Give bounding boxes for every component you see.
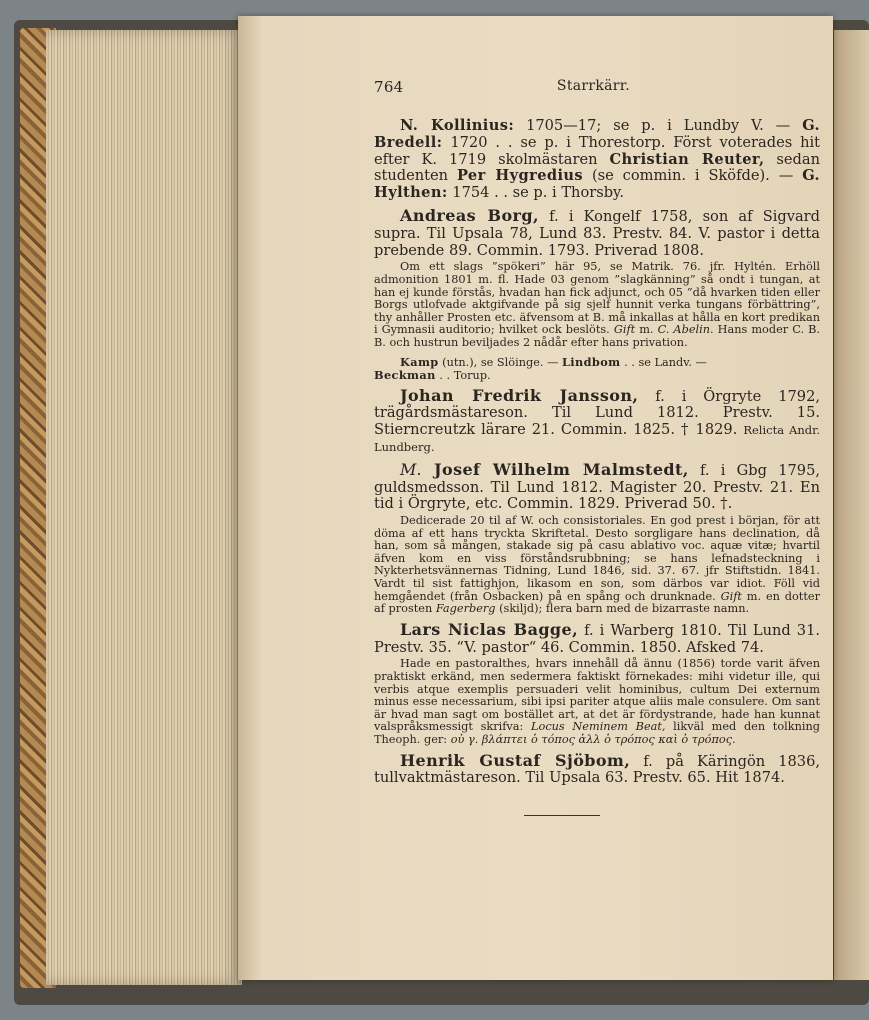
name-sjobom: Henrik Gustaf Sjöbom, xyxy=(400,750,631,770)
end-rule xyxy=(524,815,600,816)
text-beckman: . . Torup. xyxy=(435,368,491,382)
text-borg: f. i Kongelf 1758, son af Sigvard supra. Til Upsala 78, Lund 83. Prestv. 84. V. pastor i detta prebende 89. Commin. 1793. Priverad 1808. xyxy=(374,207,820,259)
entry-kamp-lindbom-beckman xyxy=(374,356,820,382)
text-lindbom: . . se Landv. — xyxy=(620,355,707,369)
text-kollinius: 1705—17; se p. i Lundby V. — xyxy=(514,117,791,134)
running-head: Starrkärr. xyxy=(556,78,630,94)
note-bagge-greek: οὐ γ. βλάπτει ὁ τόπος ἀλλ ὁ τρόπος καὶ ὁ τρόπος. xyxy=(450,733,736,747)
note-bagge-a: Hade en pastoralthes, hvars innehåll då ännu (1856) torde varit äfven praktiskt erkänd, men sedermera faktiskt förnekades: mihi videtur ille, qui verbis atque exemplis persuaderi velit hominibus, cultum Dei externum minus esse necessarium, sibi ipsi pariter atque aliis male consulere. Om sant är hvad man sagt om bostället art, at det är fördystrande, hade han kunnat valspråksmessigt skrifva: xyxy=(374,657,820,734)
name-beckman: Beckman xyxy=(374,367,436,382)
note-borg-end: Hans moder C. B. B. och hustrun beviljades 2 nådår efter hans privation. xyxy=(374,323,820,349)
note-borg-mid: m. xyxy=(635,323,658,337)
name-bredell: G. Bredell: xyxy=(374,117,821,151)
note-malmstedt-mid: m. en dotter af prosten xyxy=(374,589,820,616)
page-stack-edge xyxy=(46,30,242,985)
name-hygredius: Per Hygredius xyxy=(456,167,584,185)
text-kamp: (utn.), se Slöinge. — xyxy=(438,355,562,369)
text-jansson: f. i Örgryte 1792, trägårdsmästareson. Til Lund 1812. Prestv. 15. Stierncreutzk lärare 21. Commin. 1825. † 1829. xyxy=(374,387,821,439)
note-bagge-locus: Locus xyxy=(531,720,565,734)
text-bagge: f. i Warberg 1810. Til Lund 31. Prestv. 35. “V. pastor“ 46. Commin. 1850. Afsked 74. xyxy=(374,621,820,656)
note-borg xyxy=(374,261,820,349)
text-hygredius: (se commin. i Sköfde). — xyxy=(583,167,794,185)
note-malmstedt-end: (skiljd); flera barn med de bizarraste namn. xyxy=(495,602,750,616)
note-bagge-neminem: Neminem Beat, xyxy=(572,720,666,734)
text-malmstedt: f. i Gbg 1795, guldsmedsson. Til Lund 1812. Magister 20. Prestv. 21. En tid i Örgryte, etc. Commin. 1829. Priverad 50. †. xyxy=(374,461,820,513)
page-content xyxy=(374,78,820,816)
note-borg-wife: C. Abelin. xyxy=(657,323,714,337)
entry-bagge xyxy=(374,619,820,657)
note-borg-text: Om ett slags ”spökeri” här 95, se Matrik. 76. jfr. Hyltén. Erhöll admonition 1801 m. fl. Hade 03 genom ”slagkänning” så ondt i tungan, at han ej kunde förstås, hvadan han fick adjunct, och 05 ”då hvarken tiden eller Borgs utlofvade aktgifvande på sig sjelf hunnit verka tungans förbättring”, thy anhåller Prosten etc. äfvensom at B. må inkallas at hålla en kort predikan i Gymnasii auditorio; hvilket ock beslöts. xyxy=(374,260,820,337)
text-bredell: 1720 . . se p. i Thorestorp. Först voterades hit efter K. 1719 skolmästaren xyxy=(374,133,820,168)
note-bagge xyxy=(374,658,820,746)
entry-borg xyxy=(374,205,820,259)
text-reuter: sedan studenten xyxy=(374,150,820,185)
entry-sjobom xyxy=(374,750,820,788)
text-hylthen: 1754 . . se p. i Thorsby. xyxy=(447,184,624,202)
name-hylthen: G. Hylthen: xyxy=(374,167,821,202)
entry-malmstedt xyxy=(374,459,820,513)
relicta-jansson: Relicta Andr. Lundberg. xyxy=(374,423,821,454)
text-sjobom: f. på Käringön 1836, tullvaktmästareson. Til Upsala 63. Prestv. 65. Hit 1874. xyxy=(374,752,820,787)
page-header xyxy=(374,78,820,96)
name-reuter: Christian Reuter, xyxy=(609,150,765,168)
page-number: 764 xyxy=(374,78,404,96)
entry-kollinius xyxy=(374,118,820,202)
name-malmstedt: Josef Wilhelm Malmstedt, xyxy=(421,459,689,479)
malmstedt-degree: M. xyxy=(400,459,422,479)
name-bagge: Lars Niclas Bagge, xyxy=(400,619,579,639)
entry-jansson xyxy=(374,385,821,456)
note-malmstedt-wife: Fagerberg xyxy=(435,602,496,616)
name-kamp: Kamp xyxy=(400,354,439,369)
note-malmstedt xyxy=(374,515,820,616)
name-kollinius: N. Kollinius: xyxy=(400,117,515,134)
adjacent-page-edge xyxy=(834,30,869,980)
note-bagge-c: likväl med den tolkning Theoph. ger: xyxy=(374,720,821,747)
note-malmstedt-gift: Gift xyxy=(720,589,742,603)
note-malmstedt-text: Dedicerade 20 til af W. och consistoriales. En god prest i början, för att döma af ett hans tryckta Skriftetal. Desto sorgligare hans declination, då han, som så mången, stakade sig på casu ablativo voc. aquæ vitæ; hvartil äfven kom en viss förståndsrubbning; se hans lefnadsteckning i Nykterhetsvännernas Tidning, Lund 1846, sid. 37. 67. jfr Stiftstidn. 1841. Vardt til sist fattighjon, likasom en son, som därbos var idiot. Föll vid hemgåendet (från Osbacken) på en spång och drunknade. xyxy=(374,514,820,603)
name-jansson: Johan Fredrik Jansson, xyxy=(400,385,639,405)
name-lindbom: Lindbom xyxy=(561,354,621,369)
name-borg: Andreas Borg, xyxy=(400,205,539,225)
note-borg-gift: Gift xyxy=(613,323,636,337)
